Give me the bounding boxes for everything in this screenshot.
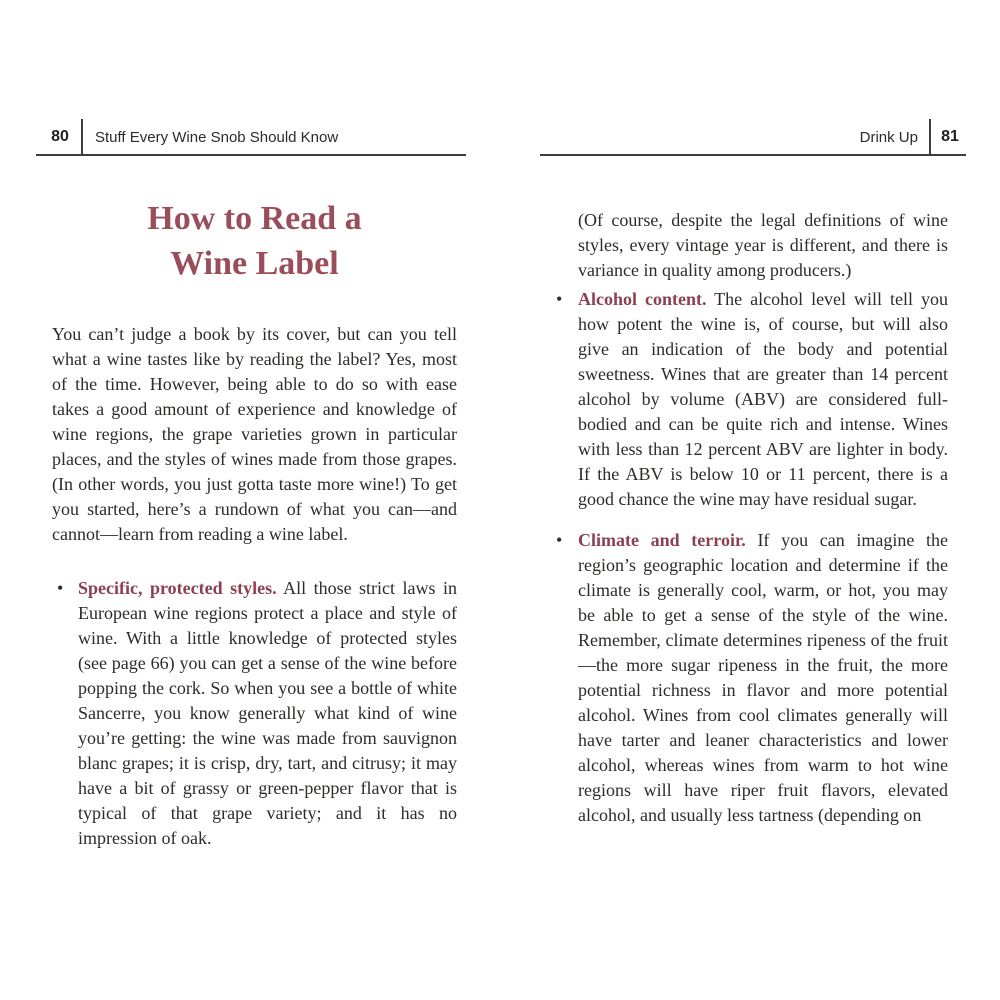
intro-paragraph: You can’t judge a book by its cover, but can you tell what a wine tastes like by reading the label? Yes, most of the time. However, being able to do so with ease takes a good amount of experience and knowledge of wine regions, the grape varieties grown in particular places, and the styles of wines made from those grapes. (In other words, you just gotta taste more wine!) To get you started, here’s a rundown of what you can—and cannot—learn from reading a wine label. [52,324,457,544]
bullet-body-text: The alcohol level will tell you how potent the wine is, of course, but will also give an indication of the body and potential sweetness. Wines that are greater than 14 percent alcohol by volume (ABV) are considered full-bodied and can be quite rich and intense. Wines with less than 12 percent ABV are lighter in body. If the ABV is below 10 or 11 percent, there is a good chance the wine may have residual sugar. [578,289,948,509]
bullet-lead-in: Climate and terroir. [578,530,746,550]
bullet-lead-in: Alcohol content. [578,289,707,309]
bullet-icon: • [556,289,563,309]
left-header-divider [81,119,83,155]
chapter-title [52,196,457,286]
chapter-title-line1: How to Read a [147,200,362,237]
left-running-head: Stuff Every Wine Snob Should Know [95,129,339,146]
list-item [556,528,948,828]
list-item [52,576,457,851]
left-page-number: 80 [51,128,69,145]
bullet-body-text: All those strict laws in European wine regions protect a place and style of wine. With a little knowledge of protected styles (see page 66) you can get a sense of the wine before popping the cork. So when you see a bottle of white Sancerre, you know generally what kind of wine you’re getting: the wine was made from sauvignon blanc grapes; it is crisp, dry, tart, and citrusy; it may have a bit of grassy or green-pepper flavor that is typical of that grape variety; and it has no impression of oak. [78,578,458,848]
bullet-icon: • [556,530,563,550]
right-header-rule [540,154,966,156]
right-bullet-list [556,287,948,844]
bullet-icon: • [57,578,64,598]
left-bullet-list [52,576,457,867]
bullet-lead-in: Specific, protected styles. [78,578,277,598]
continuation-paragraph: (Of course, despite the legal definitions of wine styles, every vintage year is different, and there is variance in quality among producers.) [578,210,948,280]
list-item [556,287,948,512]
bullet-body-text: If you can imagine the region’s geographic location and determine if the climate is generally cool, warm, or hot, you may be able to get a sense of the style of the wine. Remember, climate determines ripeness of the fruit—the more sugar ripeness in the fruit, the more potential richness in flavor and more potential alcohol. Wines from cool climates generally will have tarter and leaner characteristics and lower alcohol, whereas wines from warm to hot wine regions will have riper fruit flavors, elevated alcohol, and usually less tartness (depending on [578,530,948,825]
bullet-text [578,287,948,512]
chapter-title-line2: Wine Label [170,245,339,282]
right-page-number: 81 [941,128,959,145]
right-header-divider [929,119,931,155]
left-header-rule [36,154,466,156]
bullet-text [578,528,948,828]
bullet-text [78,576,457,851]
right-running-head: Drink Up [859,129,918,146]
